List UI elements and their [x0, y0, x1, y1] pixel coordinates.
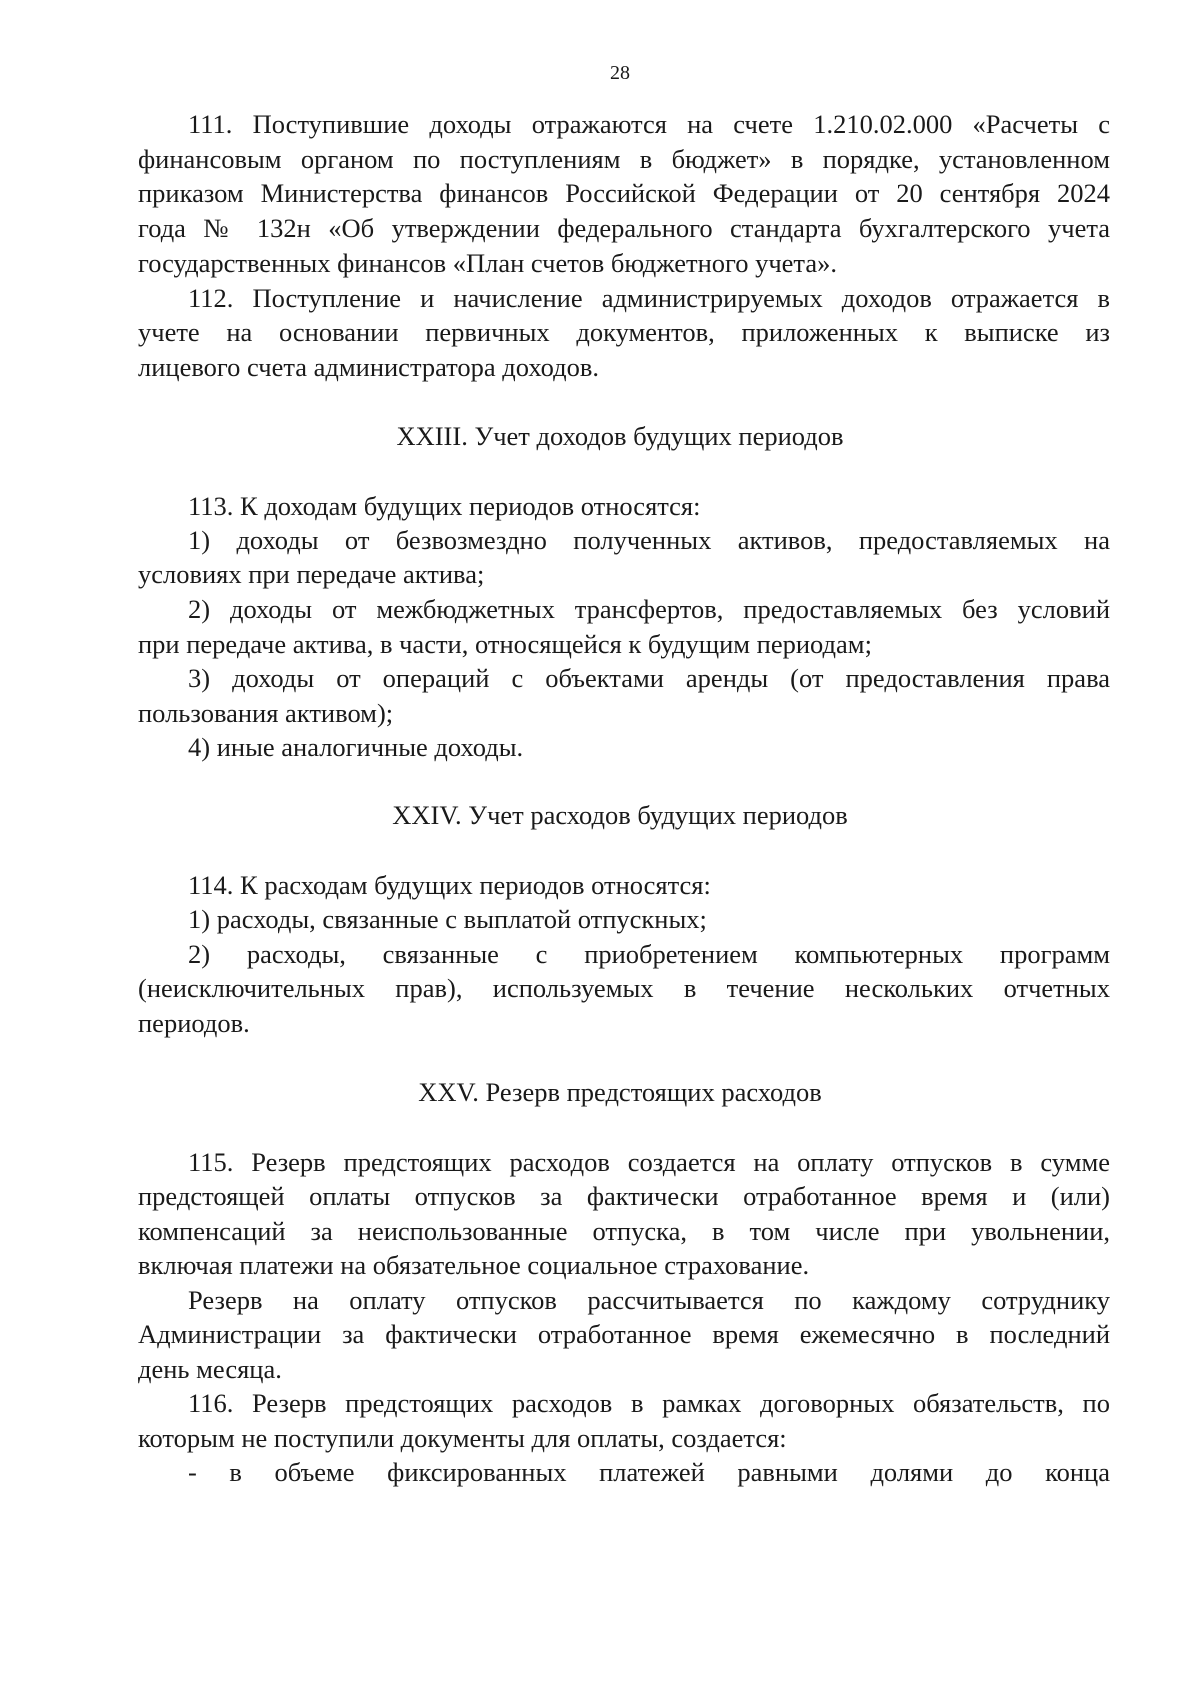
section-heading-xxiv: XXIV. Учет расходов будущих периодов: [392, 800, 848, 830]
paragraph-112-line: 112. Поступление и начисление администрируемых доходов отражается в: [188, 283, 1110, 313]
paragraph-115-line: предстоящей оплаты отпусков за фактически отработанное время и (или): [138, 1181, 1110, 1211]
list-item-line: 1) доходы от безвозмездно полученных активов, предоставляемых на: [188, 525, 1110, 555]
paragraph-113-line: 113. К доходам будущих периодов относятся:: [188, 491, 701, 521]
paragraph-116-line: 116. Резерв предстоящих расходов в рамках договорных обязательств, по: [188, 1388, 1110, 1418]
paragraph-115-line: 115. Резерв предстоящих расходов создается на оплату отпусков в сумме: [188, 1147, 1110, 1177]
paragraph-114-line: 114. К расходам будущих периодов относятся:: [188, 870, 711, 900]
paragraph-115-line: компенсаций за неиспользованные отпуска, в том числе при увольнении,: [138, 1216, 1110, 1246]
list-item-line: 1) расходы, связанные с выплатой отпускных;: [188, 904, 707, 934]
paragraph-112-line: учете на основании первичных документов, приложенных к выписке из: [138, 317, 1110, 347]
paragraph-111-line: 111. Поступившие доходы отражаются на счете 1.210.02.000 «Расчеты с: [188, 109, 1110, 139]
list-item-line: 4) иные аналогичные доходы.: [188, 732, 524, 762]
paragraph-reserve-line: день месяца.: [138, 1354, 282, 1384]
paragraph-112-line: лицевого счета администратора доходов.: [138, 352, 599, 382]
paragraph-116-line: которым не поступили документы для оплаты, создается:: [138, 1423, 787, 1453]
paragraph-111-line: года № 132н «Об утверждении федерального стандарта бухгалтерского учета: [138, 213, 1110, 243]
list-item-line: 2) доходы от межбюджетных трансфертов, предоставляемых без условий: [188, 594, 1110, 624]
list-item-line: пользования активом);: [138, 698, 394, 728]
list-item-line: 3) доходы от операций с объектами аренды (от предоставления права: [188, 663, 1110, 693]
paragraph-111-line: государственных финансов «План счетов бюджетного учета».: [138, 248, 837, 278]
list-item-line: 2) расходы, связанные с приобретением компьютерных программ: [188, 939, 1110, 969]
paragraph-111-line: приказом Министерства финансов Российской Федерации от 20 сентября 2024: [138, 178, 1110, 208]
list-item-line: (неисключительных прав), используемых в течение нескольких отчетных: [138, 973, 1110, 1003]
list-item-line: условиях при передаче актива;: [138, 559, 485, 589]
page-number: 28: [610, 62, 630, 84]
list-item-line: - в объеме фиксированных платежей равными долями до конца: [188, 1457, 1110, 1487]
section-heading-xxiii: XXIII. Учет доходов будущих периодов: [396, 421, 844, 451]
paragraph-111-line: финансовым органом по поступлениям в бюджет» в порядке, установленном: [138, 144, 1110, 174]
section-heading-xxv: XXV. Резерв предстоящих расходов: [418, 1077, 822, 1107]
paragraph-reserve-line: Администрации за фактически отработанное время ежемесячно в последний: [138, 1319, 1110, 1349]
list-item-line: периодов.: [138, 1008, 250, 1038]
paragraph-reserve-line: Резерв на оплату отпусков рассчитывается по каждому сотруднику: [188, 1285, 1110, 1315]
paragraph-115-line: включая платежи на обязательное социальное страхование.: [138, 1250, 810, 1280]
list-item-line: при передаче актива, в части, относящейся к будущим периодам;: [138, 629, 872, 659]
